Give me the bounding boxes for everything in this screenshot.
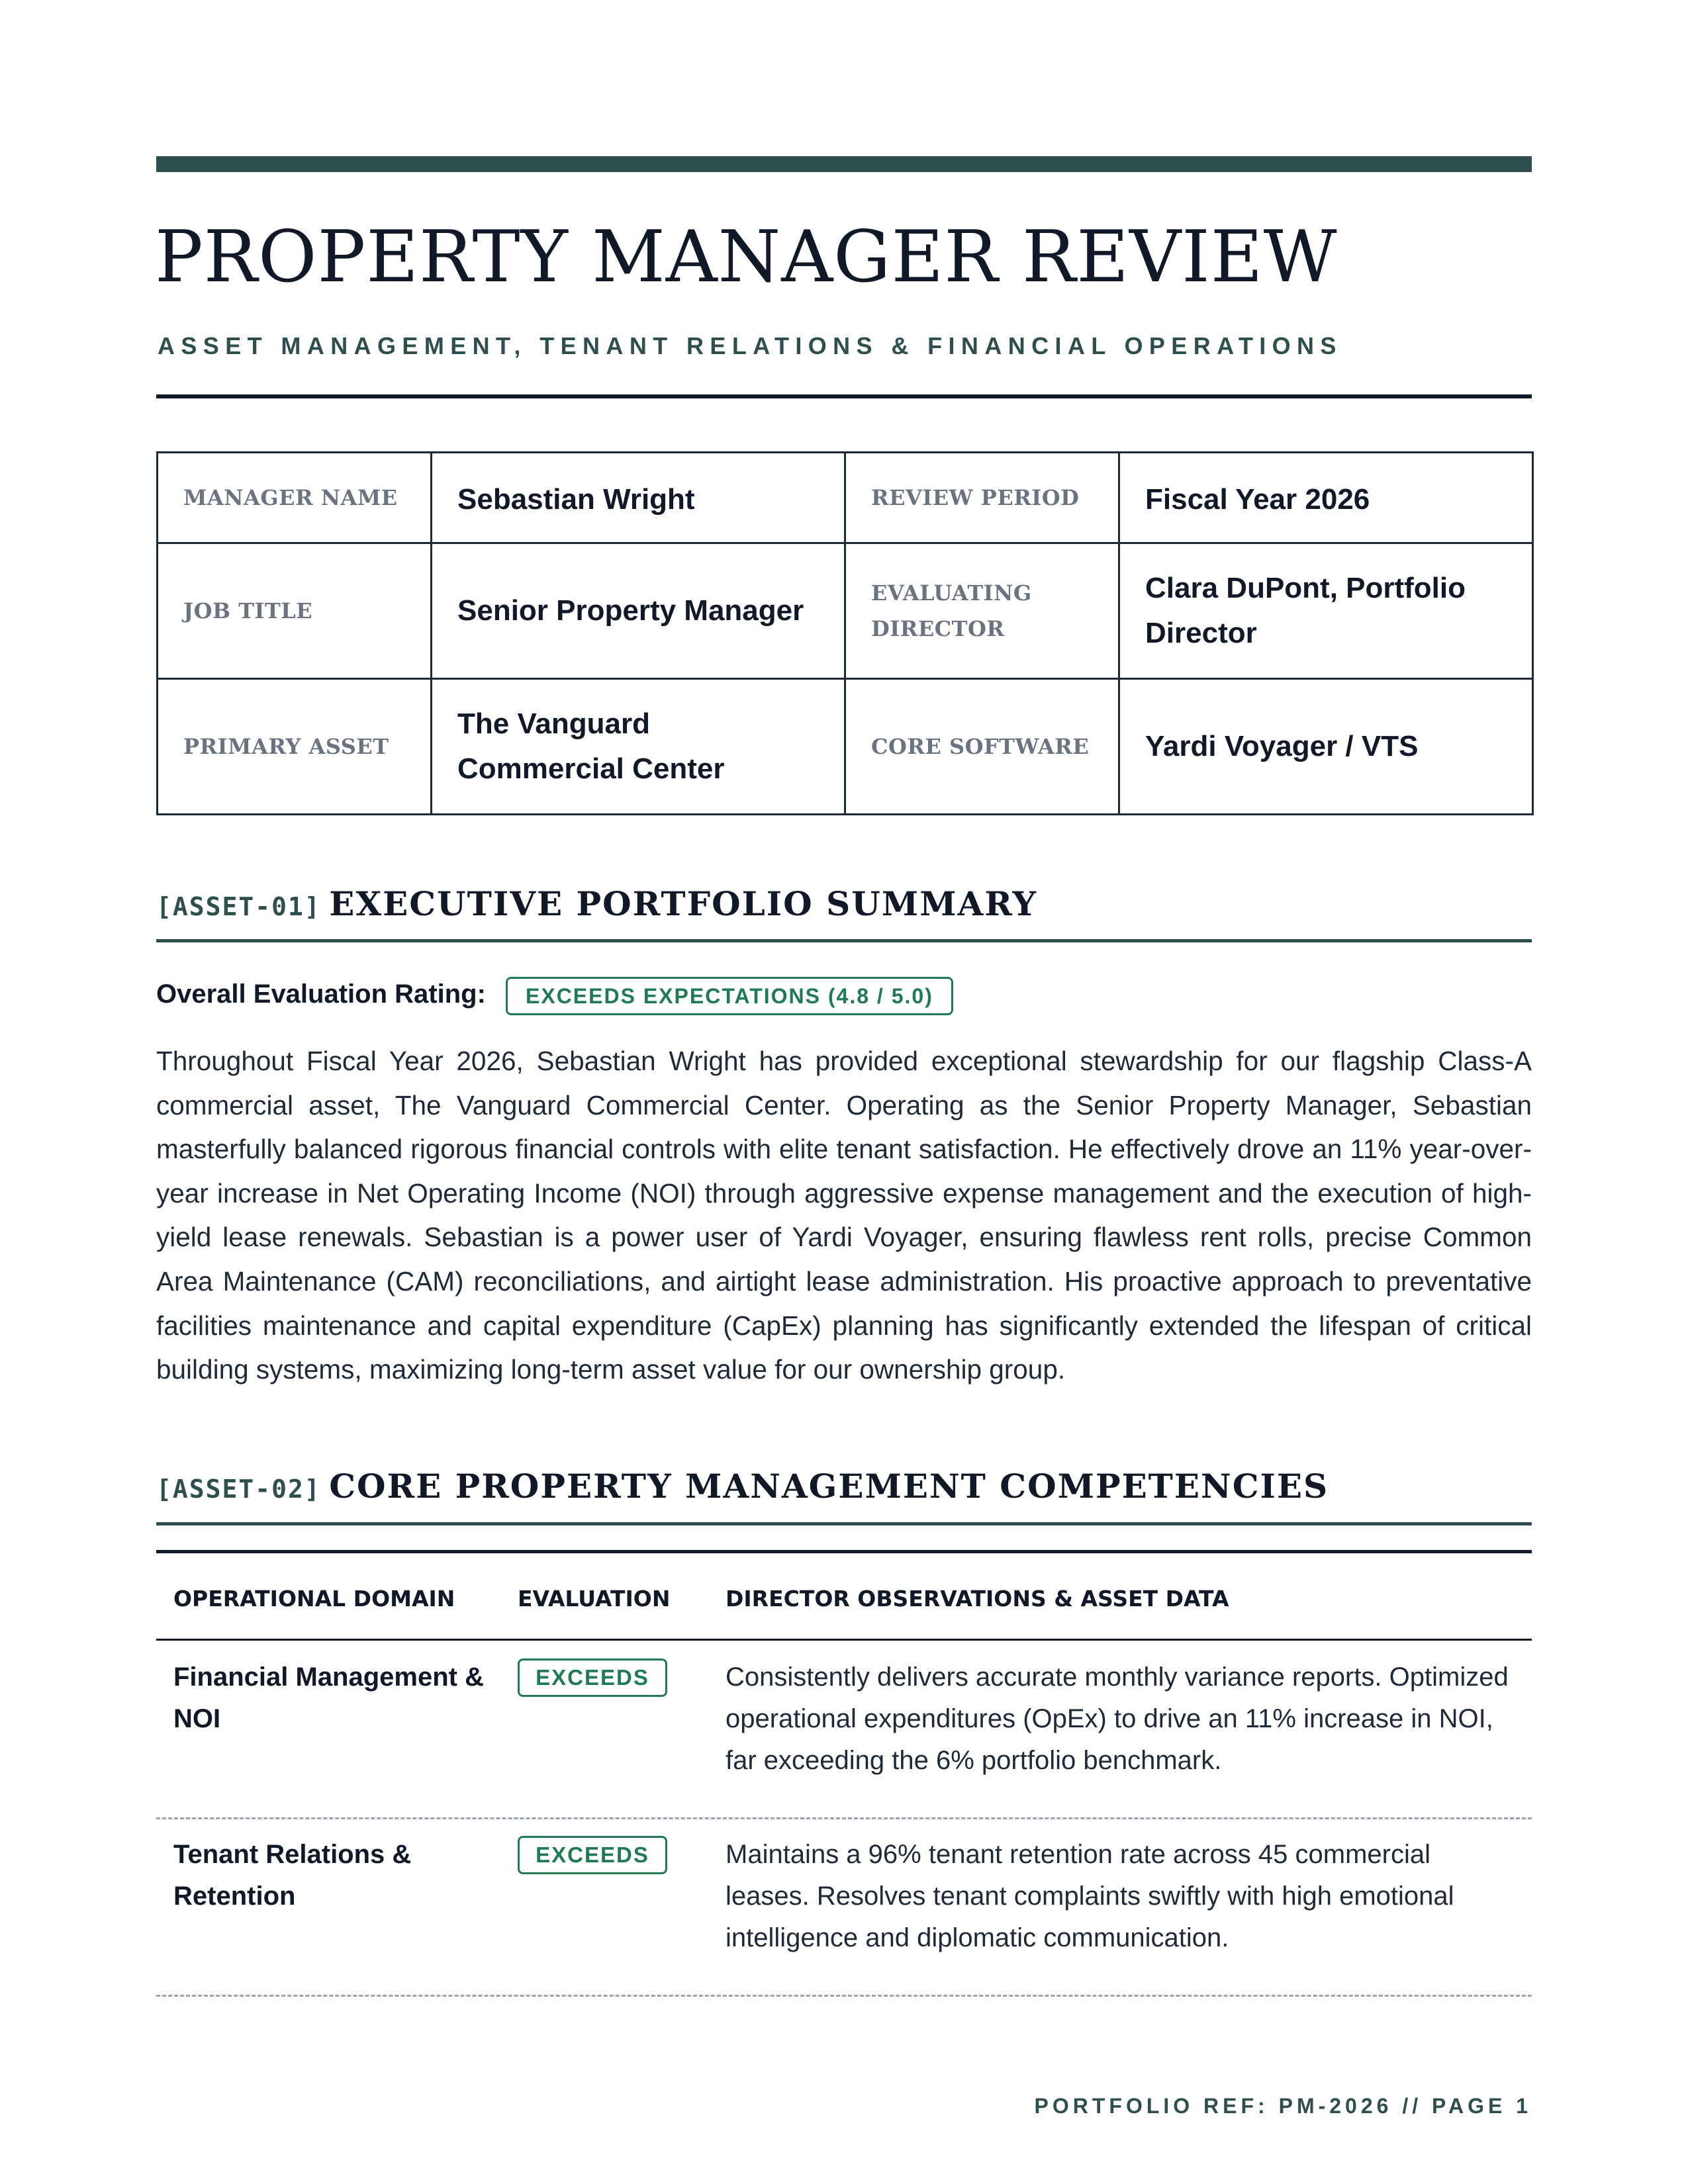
overall-rating-badge: EXCEEDS EXPECTATIONS (4.8 / 5.0) — [506, 977, 953, 1015]
section-heading-competencies — [156, 1467, 1329, 1506]
table-header-rule — [156, 1639, 1532, 1641]
column-header-domain: OPERATIONAL DOMAIN — [173, 1586, 455, 1612]
section-heading-summary — [156, 884, 1037, 923]
section-title: CORE PROPERTY MANAGEMENT COMPETENCIES — [329, 1467, 1329, 1506]
section-divider — [156, 939, 1532, 942]
overall-rating-label: Overall Evaluation Rating: — [156, 979, 486, 1009]
manager-name-label: MANAGER NAME — [158, 453, 432, 543]
column-header-observations: DIRECTOR OBSERVATIONS & ASSET DATA — [726, 1586, 1229, 1612]
row-observation: Consistently delivers accurate monthly variance reports. Optimized operational expenditures (OpEx) to drive an 11% increase in NOI, far exceeding the 6% portfolio benchmark. — [726, 1662, 1509, 1775]
executive-summary-text: Throughout Fiscal Year 2026, Sebastian Wright has provided exceptional stewardship for our flagship Class-A commercial asset, The Vanguard Commercial Center. Operating as the Senior Property Manager, Sebastian masterfully balanced rigorous financial controls with elite tenant satisfaction. He effectively drove an 11% year-over-year increase in Net Operating Income (NOI) through aggressive expense management and the execution of high-yield lease renewals. Sebastian is a power user of Yardi Voyager, ensuring flawless rent rolls, precise Common Area Maintenance (CAM) reconciliations, and airtight lease administration. His proactive approach to preventative facilities maintenance and capital expenditure (CapEx) planning has significantly extended the lifespan of critical building systems, maximizing long-term asset value for our ownership group. — [156, 1046, 1532, 1385]
evaluating-director-label: EVALUATING DIRECTOR — [845, 543, 1119, 679]
row-domain: Financial Management & NOI — [173, 1662, 484, 1733]
header-accent-bar — [156, 156, 1532, 172]
job-title-label: JOB TITLE — [158, 543, 432, 679]
job-title-value: Senior Property Manager — [432, 543, 845, 679]
section-divider — [156, 1522, 1532, 1525]
section-code: [ASSET-02] — [156, 1475, 321, 1504]
info-row — [158, 679, 1533, 815]
title-divider — [156, 394, 1532, 398]
section-code: [ASSET-01] — [156, 892, 321, 921]
row-divider — [156, 1817, 1532, 1819]
primary-asset-value: The Vanguard Commercial Center — [432, 679, 845, 815]
page-footer: PORTFOLIO REF: PM-2026 // PAGE 1 — [1034, 2094, 1532, 2118]
core-software-value: Yardi Voyager / VTS — [1119, 679, 1533, 815]
row-domain: Tenant Relations & Retention — [173, 1840, 412, 1911]
review-period-label: REVIEW PERIOD — [845, 453, 1119, 543]
evaluation-badge: EXCEEDS — [518, 1659, 667, 1697]
manager-name-value: Sebastian Wright — [432, 453, 845, 543]
info-row — [158, 543, 1533, 679]
row-divider — [156, 1995, 1532, 1997]
core-software-label: CORE SOFTWARE — [845, 679, 1119, 815]
table-top-rule — [156, 1550, 1532, 1553]
evaluation-badge: EXCEEDS — [518, 1836, 667, 1874]
review-period-value: Fiscal Year 2026 — [1119, 453, 1533, 543]
column-header-evaluation: EVALUATION — [518, 1586, 671, 1612]
primary-asset-label: PRIMARY ASSET — [158, 679, 432, 815]
row-observation: Maintains a 96% tenant retention rate across 45 commercial leases. Resolves tenant complaints swiftly with high emotional intelligence and diplomatic communication. — [726, 1840, 1454, 1952]
evaluating-director-value: Clara DuPont, Portfolio Director — [1119, 543, 1533, 679]
section-title: EXECUTIVE PORTFOLIO SUMMARY — [329, 884, 1038, 923]
info-row — [158, 453, 1533, 543]
page-subtitle: ASSET MANAGEMENT, TENANT RELATIONS & FINANCIAL OPERATIONS — [158, 332, 1342, 359]
manager-info-table — [156, 451, 1534, 815]
page-title: PROPERTY MANAGER REVIEW — [155, 216, 1338, 298]
